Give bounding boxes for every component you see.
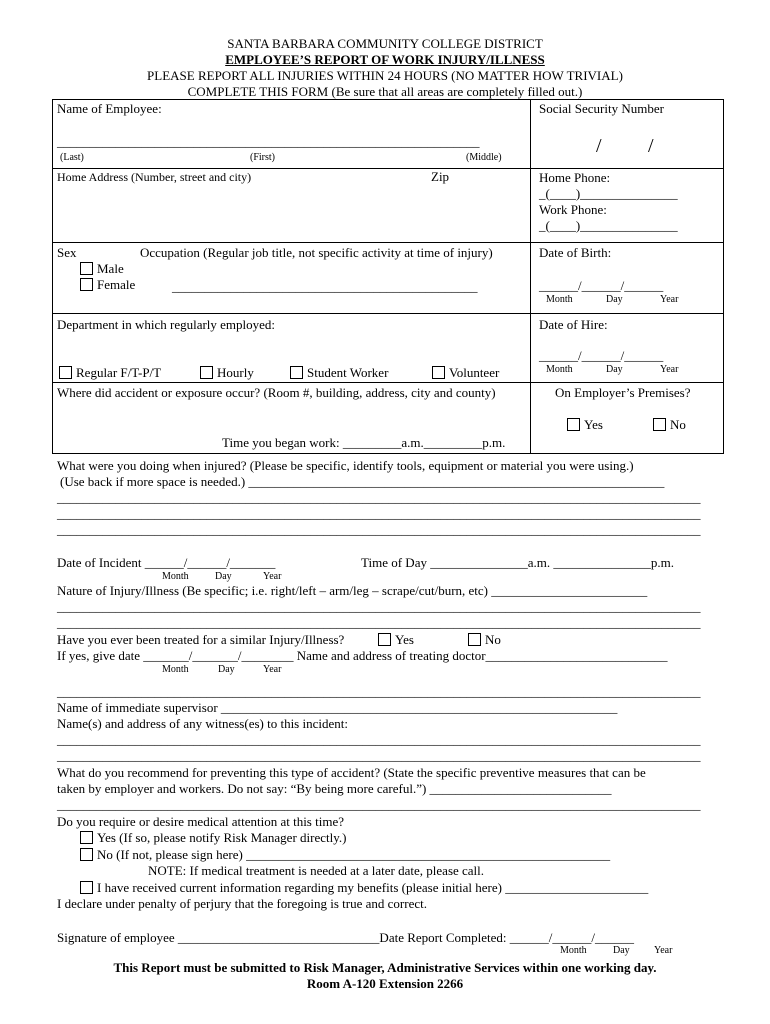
month-caption: Month [560, 945, 587, 956]
activity-field[interactable]: (Use back if more space is needed.) ________________________________________________________________ [60, 474, 665, 489]
benefits-checkbox[interactable] [80, 880, 648, 896]
year-caption: Year [263, 664, 282, 675]
prevention-field[interactable]: taken by employer and workers. Do not say: “By being more careful.”) ____________________________ [57, 781, 612, 796]
student-worker-label: Student Worker [307, 365, 389, 380]
nature-line[interactable]: ___________________________________________________________________________________________________ [57, 599, 701, 614]
year-caption: Year [263, 571, 282, 582]
incident-date-field[interactable]: Date of Incident ______/______/_______ [57, 555, 276, 570]
prevention-question: What do you recommend for preventing this type of accident? (State the specific preventive measures that can be [57, 765, 646, 780]
medical-no-label: No (If not, please sign here) ________________________________________________________ [97, 847, 611, 862]
student-worker-checkbox[interactable] [290, 365, 388, 381]
hourly-label: Hourly [217, 365, 254, 380]
hire-date-field[interactable]: ______/______/______ [539, 348, 664, 363]
activity-line[interactable]: ___________________________________________________________________________________________________ [57, 522, 701, 537]
medical-note: NOTE: If medical treatment is needed at a later date, please call. [148, 863, 485, 878]
similar-no-label: No [485, 632, 501, 647]
sex-label: Sex [57, 245, 77, 260]
activity-line[interactable]: ___________________________________________________________________________________________________ [57, 490, 701, 505]
male-checkbox[interactable] [80, 261, 124, 277]
female-checkbox[interactable] [80, 277, 135, 293]
submission-instruction: This Report must be submitted to Risk Manager, Administrative Services within one working day. [113, 960, 657, 975]
report-notice: PLEASE REPORT ALL INJURIES WITHIN 24 HOURS (NO MATTER HOW TRIVIAL) [147, 68, 623, 83]
ssn-label: Social Security Number [539, 101, 664, 116]
occupation-label: Occupation (Regular job title, not specific activity at time of injury) [140, 245, 493, 260]
occupation-field[interactable]: _______________________________________________ [172, 279, 478, 294]
day-caption: Day [215, 571, 232, 582]
activity-line[interactable]: ___________________________________________________________________________________________________ [57, 506, 701, 521]
ssn-slash: / [596, 135, 602, 157]
accident-location-label: Where did accident or exposure occur? (Room #, building, address, city and county) [57, 385, 496, 400]
year-caption: Year [660, 364, 679, 375]
work-phone-label: Work Phone: [539, 202, 607, 217]
medical-no-checkbox[interactable] [80, 847, 610, 863]
female-label: Female [97, 277, 136, 292]
middle-name-caption: (Middle) [466, 152, 502, 163]
district-name: SANTA BARBARA COMMUNITY COLLEGE DISTRICT [227, 36, 543, 51]
ssn-slash: / [648, 135, 654, 157]
month-caption: Month [162, 664, 189, 675]
premises-yes-label: Yes [584, 417, 603, 432]
volunteer-checkbox[interactable] [432, 365, 499, 381]
time-began-work-field[interactable]: Time you began work: _________a.m._________p.m. [222, 435, 506, 450]
time-of-day-field[interactable]: Time of Day _______________a.m. _______________p.m. [361, 555, 674, 570]
month-caption: Month [546, 294, 573, 305]
year-caption: Year [654, 945, 673, 956]
regular-label: Regular F/T-P/T [76, 365, 162, 380]
prevention-line[interactable]: ___________________________________________________________________________________________________ [57, 797, 701, 812]
first-name-caption: (First) [250, 152, 275, 163]
day-caption: Day [613, 945, 630, 956]
dob-label: Date of Birth: [539, 245, 612, 260]
medical-yes-label: Yes (If so, please notify Risk Manager directly.) [97, 830, 347, 845]
premises-no-label: No [670, 417, 686, 432]
last-name-caption: (Last) [60, 152, 84, 163]
similar-yes-checkbox[interactable] [378, 632, 414, 648]
day-caption: Day [606, 364, 623, 375]
witness-line[interactable]: ___________________________________________________________________________________________________ [57, 732, 701, 747]
witness-line[interactable]: ___________________________________________________________________________________________________ [57, 748, 701, 763]
month-caption: Month [162, 571, 189, 582]
nature-of-injury-field[interactable]: Nature of Injury/Illness (Be specific; i.e. right/left – arm/leg – scrape/cut/burn, etc) ________________________ [57, 583, 648, 598]
premises-yes-checkbox[interactable] [567, 417, 603, 433]
medical-yes-checkbox[interactable] [80, 830, 346, 846]
similar-no-checkbox[interactable] [468, 632, 501, 648]
witness-label: Name(s) and address of any witness(es) to this incident: [57, 716, 348, 731]
premises-no-checkbox[interactable] [653, 417, 686, 433]
department-label: Department in which regularly employed: [57, 317, 276, 332]
day-caption: Day [218, 664, 235, 675]
employee-name-label: Name of Employee: [57, 101, 162, 116]
benefits-label: I have received current information regarding my benefits (please initial here) ______________________ [97, 880, 649, 895]
nature-line[interactable]: ___________________________________________________________________________________________________ [57, 615, 701, 630]
month-caption: Month [546, 364, 573, 375]
home-phone-field[interactable]: _(____)_______________ [539, 186, 678, 201]
zip-label: Zip [431, 169, 450, 184]
dob-field[interactable]: ______/______/______ [539, 278, 664, 293]
day-caption: Day [606, 294, 623, 305]
similar-injury-question: Have you ever been treated for a similar Injury/Illness? [57, 632, 345, 647]
year-caption: Year [660, 294, 679, 305]
signature-field[interactable]: Signature of employee _______________________________Date Report Completed: ______/______/______ [57, 930, 634, 945]
volunteer-label: Volunteer [449, 365, 500, 380]
treatment-date-field[interactable]: If yes, give date _______/_______/________ Name and address of treating doctor____________________________ [57, 648, 668, 663]
medical-attention-question: Do you require or desire medical attention at this time? [57, 814, 344, 829]
regular-checkbox[interactable] [59, 365, 161, 381]
home-address-label: Home Address (Number, street and city) [57, 170, 252, 184]
supervisor-field[interactable]: Name of immediate supervisor _____________________________________________________________ [57, 700, 618, 715]
hire-date-label: Date of Hire: [539, 317, 608, 332]
perjury-declaration: I declare under penalty of perjury that the foregoing is true and correct. [57, 896, 427, 911]
doctor-line[interactable]: ___________________________________________________________________________________________________ [57, 684, 701, 699]
employee-name-field[interactable]: _________________________________________________________________ [57, 134, 480, 149]
male-label: Male [97, 261, 124, 276]
hourly-checkbox[interactable] [200, 365, 254, 381]
form-title: EMPLOYEE’S REPORT OF WORK INJURY/ILLNESS [225, 52, 545, 67]
form-instruction: COMPLETE THIS FORM (Be sure that all areas are completely filled out.) [187, 84, 583, 99]
premises-label: On Employer’s Premises? [555, 385, 691, 400]
work-phone-field[interactable]: _(____)_______________ [539, 218, 678, 233]
activity-question: What were you doing when injured? (Please be specific, identify tools, equipment or material you were using.) [57, 458, 634, 473]
office-location: Room A-120 Extension 2266 [306, 976, 464, 991]
home-phone-label: Home Phone: [539, 170, 611, 185]
similar-yes-label: Yes [395, 632, 414, 647]
